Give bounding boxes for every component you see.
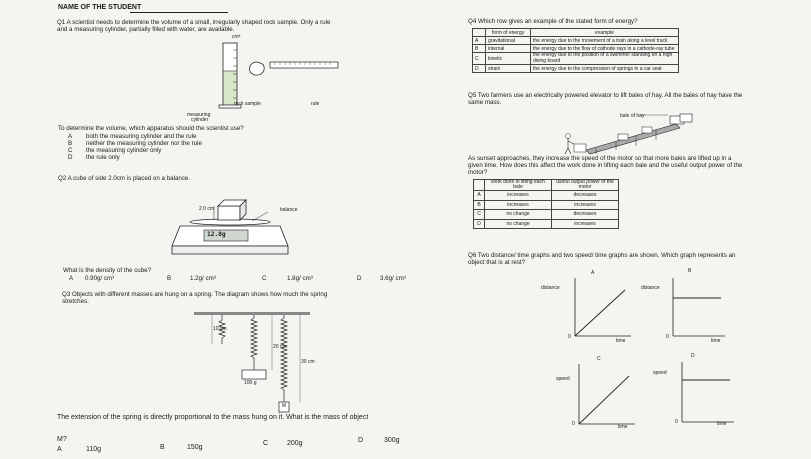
graph-b-xlabel: time [711, 338, 721, 344]
row-work: no change [485, 219, 552, 229]
q3-question-line2: stretches. [62, 298, 89, 305]
q6-question-line1: Q6 Two distance/ time graphs and two speed/ time graphs are shown. Which graph represents an [468, 252, 736, 259]
q4-energy-table [472, 28, 679, 73]
q3-option-text[interactable]: 300g [384, 437, 400, 444]
row-work: increases [485, 200, 552, 210]
q5-question-line2: same mass. [468, 99, 502, 106]
q3-option-text[interactable]: 150g [187, 444, 203, 451]
graph-a-xlabel: time [616, 338, 626, 344]
q3-question-line1: Q3 Objects with different masses are hung on a spring. The diagram shows how much the spring [62, 291, 328, 298]
rule-icon [270, 62, 338, 68]
q1-label-cylinder-1: measuring [187, 112, 211, 118]
q1-cylinder-unit: cm³ [232, 34, 241, 40]
q2-option-text[interactable]: 1.2g/ cm³ [190, 275, 216, 282]
measuring-cylinder-icon [219, 43, 241, 108]
q5-question-line1: Q5 Two farmers use an electrically powered elevator to lift bales of hay. All the bales of hay have the [468, 92, 743, 99]
q2-option-text[interactable]: 3.6g/ cm³ [380, 275, 406, 282]
row-letter: A [474, 191, 485, 201]
q2-balance-diagram [168, 188, 298, 262]
table-header-cell: work done in lifting each bale [485, 180, 552, 191]
row-work: increases [485, 191, 552, 201]
q1-question-line1: Q1 A scientist needs to determine the volume of a small, irregularly shaped rock sample. Only a rule [57, 19, 331, 26]
graph-c-ylabel: speed [556, 376, 570, 382]
row-form: kinetic [486, 53, 531, 65]
row-letter: D [474, 219, 485, 229]
q3-option-letter[interactable]: A [57, 446, 62, 453]
q2-option-text[interactable]: 1.8g/ cm³ [287, 275, 313, 282]
table-header-cell: example [531, 29, 679, 37]
table-header-row [474, 180, 619, 191]
row-power: decreases [552, 210, 619, 220]
graph-line [575, 290, 625, 336]
table-header-cell [473, 29, 486, 37]
elevator-conveyor-icon [586, 124, 680, 154]
bale-of-hay-icon [670, 114, 692, 124]
q3-label-m: M [282, 403, 287, 409]
row-letter: B [473, 45, 486, 53]
student-name-field[interactable] [130, 12, 228, 13]
q2-option-letter[interactable]: C [262, 275, 267, 282]
student-name-label: NAME OF THE STUDENT [58, 4, 142, 11]
row-letter: C [473, 53, 486, 65]
graph-a[interactable] [569, 276, 633, 340]
table-row[interactable] [473, 37, 679, 45]
q3-label-10: 10 cm [213, 326, 227, 332]
row-letter: C [474, 210, 485, 220]
graph-b-letter: B [688, 268, 692, 274]
graph-c-letter: C [597, 356, 601, 362]
q1-option-text[interactable]: neither the measuring cylinder nor the rule [86, 140, 202, 147]
row-form: internal [486, 45, 531, 53]
q3-prompt-line2: M? [57, 436, 67, 443]
row-example: the energy due to the movement of a train along a level track [531, 37, 679, 45]
q3-option-letter[interactable]: C [263, 440, 269, 447]
table-header-cell: useful output power of the motor [552, 180, 619, 191]
q2-option-letter[interactable]: B [167, 275, 172, 282]
table-header-cell: form of energy [486, 29, 531, 37]
q2-option-letter[interactable]: D [357, 275, 362, 282]
graph-d[interactable] [676, 360, 736, 426]
q1-option-letter[interactable]: A [68, 133, 73, 140]
graph-b-ylabel: distance [641, 285, 660, 291]
q1-prompt: To determine the volume, which apparatus should the scientist use? [58, 125, 244, 132]
graph-c-xlabel: time [618, 424, 628, 430]
q5-work-power-table [473, 179, 619, 229]
q2-option-letter[interactable]: A [69, 275, 74, 282]
row-work: no change [485, 210, 552, 220]
q1-option-letter[interactable]: C [68, 147, 73, 154]
q3-option-text[interactable]: 110g [86, 446, 102, 453]
balance-icon [172, 219, 288, 254]
row-power: increases [552, 219, 619, 229]
table-header-cell [474, 180, 485, 191]
row-letter: D [473, 65, 486, 73]
graph-a-ylabel: distance [541, 285, 560, 291]
graph-c-origin: 0 [572, 421, 575, 427]
q1-label-rock: rock sample [234, 101, 261, 107]
q2-prompt: What is the density of the cube? [63, 267, 152, 274]
row-power: decreases [552, 191, 619, 201]
q5-prompt-line2: given time. How does this affect the work done in lifting each bale and the useful output power of the [468, 162, 743, 169]
spring-icon [242, 315, 266, 379]
graph-c[interactable] [573, 362, 637, 428]
q1-option-text[interactable]: the measuring cylinder only [86, 147, 162, 154]
row-letter: A [473, 37, 486, 45]
table-row[interactable] [474, 191, 619, 201]
graph-d-ylabel: speed [653, 370, 667, 376]
q1-option-letter[interactable]: D [68, 154, 73, 161]
q2-option-text[interactable]: 0.90g/ cm³ [85, 275, 115, 282]
graph-b[interactable] [667, 276, 727, 340]
farmer-icon [565, 134, 586, 155]
row-form: gravitational [486, 37, 531, 45]
q1-label-rule: rule [311, 101, 320, 107]
q3-label-mass: 100 g [244, 380, 257, 386]
row-letter: B [474, 200, 485, 210]
graph-d-xlabel: time [717, 421, 727, 427]
q1-option-text[interactable]: both the measuring cylinder and the rule [86, 133, 197, 140]
graph-a-letter: A [591, 270, 595, 276]
graph-d-origin: 0 [675, 419, 678, 425]
q3-label-20: 20 cm [273, 344, 287, 350]
graph-a-origin: 0 [568, 334, 571, 340]
q3-option-letter[interactable]: B [160, 444, 165, 451]
q1-label-cylinder-2: cylinder [191, 117, 209, 123]
q1-option-text[interactable]: the rule only [86, 154, 120, 161]
q5-prompt-line3: motor? [468, 169, 488, 176]
table-row[interactable] [473, 65, 679, 73]
q3-prompt-line1: The extension of the spring is directly proportional to the mass hung on it. What is the mass of object [57, 414, 369, 421]
row-form: strain [486, 65, 531, 73]
q2-display-reading: 12.8g [207, 231, 226, 238]
cube-icon [218, 200, 246, 220]
row-example: the energy due to the position of a swimmer standing on a high diving board [531, 53, 679, 65]
mass-100g-icon [242, 370, 266, 379]
table-row[interactable] [473, 53, 679, 65]
q3-option-letter[interactable]: D [358, 437, 364, 444]
graph-b-origin: 0 [666, 334, 669, 340]
spring-icon [279, 315, 289, 412]
table-header-row [473, 29, 679, 37]
graph-d-letter: D [691, 353, 695, 359]
q2-balance-label: balance [280, 207, 298, 213]
q2-cube-label: 2.0 cm [199, 206, 215, 212]
row-power: increases [552, 200, 619, 210]
q3-label-30: 30 cm [301, 359, 315, 365]
q6-question-line2: object that is at rest? [468, 259, 526, 266]
q5-prompt-line1: As sunset approaches, they increase the speed of the motor so that more bales are lifted up in a [468, 155, 732, 162]
q3-spring-diagram [192, 308, 312, 418]
table-row[interactable] [474, 210, 619, 220]
row-example: the energy due to the compression of springs in a car seat [531, 65, 679, 73]
graph-line [579, 376, 629, 424]
q3-option-text[interactable]: 200g [287, 440, 303, 447]
support-bar-icon [194, 312, 310, 315]
q1-question-line2: and a measuring cylinder, partially filled with water, are available. [57, 26, 235, 33]
q1-option-letter[interactable]: B [68, 140, 73, 147]
q2-question: Q2 A cube of side 2.0cm is placed on a balance. [58, 175, 191, 182]
table-row[interactable] [474, 219, 619, 229]
q5-bale-label: bale of hay [620, 113, 645, 119]
rock-sample-icon [250, 62, 265, 75]
table-row[interactable] [474, 200, 619, 210]
q4-question: Q4 Which row gives an example of the stated form of energy? [468, 18, 638, 25]
row-example: the energy due to the flow of cathode rays in a cathode-ray tube [531, 45, 679, 53]
